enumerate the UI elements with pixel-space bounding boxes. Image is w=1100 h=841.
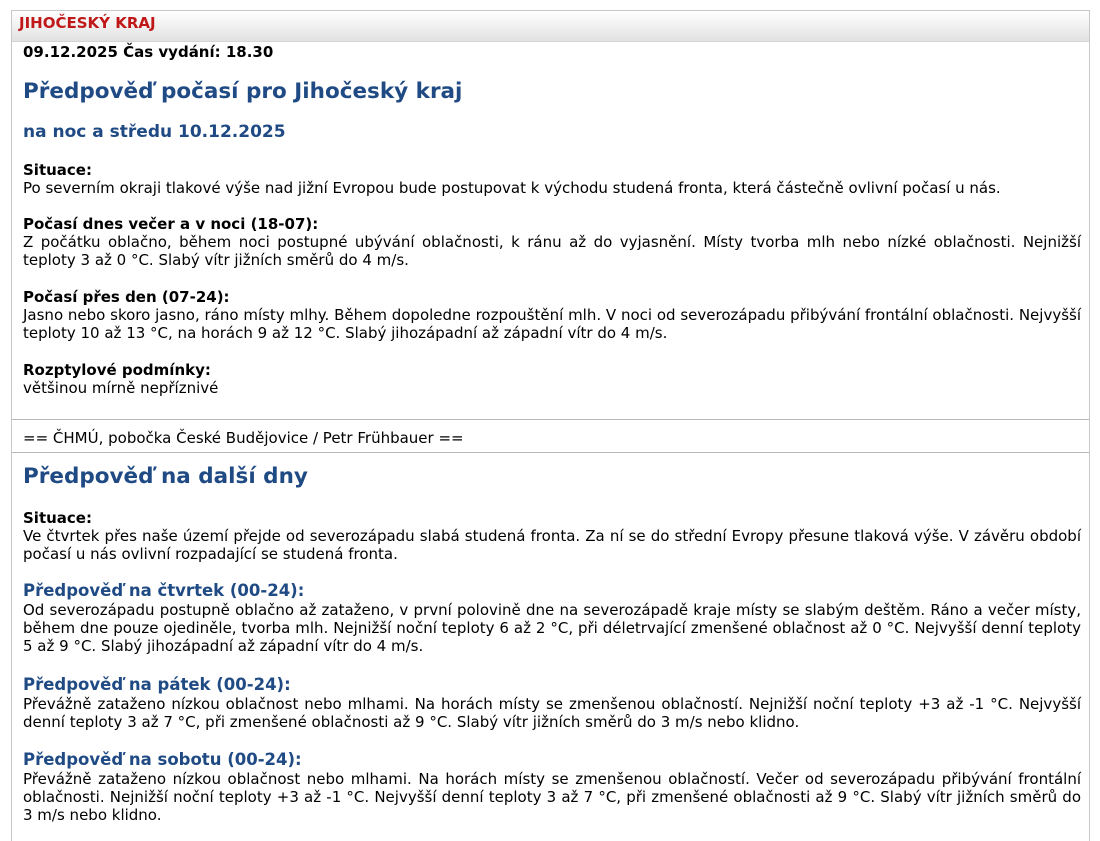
friday-forecast — [23, 675, 1081, 731]
divider — [12, 419, 1089, 420]
next-days-title: Předpověď na další dny — [23, 464, 308, 489]
section-label: Rozptylové podmínky: — [23, 361, 211, 379]
daytime-section — [23, 288, 1081, 342]
divider — [12, 452, 1089, 453]
next-days-situation — [23, 509, 1081, 563]
tonight-section — [23, 215, 1081, 269]
day-label: Předpověď na pátek (00-24): — [23, 675, 291, 694]
forecast-title: Předpověď počasí pro Jihočeský kraj — [23, 79, 463, 104]
day-text: Převážně zataženo nízkou oblačnost nebo mlhami. Na horách místy se zmenšenou oblačností. Večer od severozápadu přibývání frontální oblačnosti. Nejnižší noční teploty +3 až -1 °C. Nejvyšší denní teploty 3 až 7 °C, při zmenšené oblačnosti až 9 °C. Slabý vítr jižních směrů do 3 m/s nebo klidno. — [23, 770, 1081, 824]
day-label: Předpověď na sobotu (00-24): — [23, 750, 302, 769]
forecast-subtitle: na noc a středu 10.12.2025 — [23, 122, 286, 142]
day-label: Předpověď na čtvrtek (00-24): — [23, 581, 305, 600]
signature: == ČHMÚ, pobočka České Budějovice / Petr Frühbauer == — [23, 429, 464, 447]
dispersion-section — [23, 361, 1081, 397]
section-text: Jasno nebo skoro jasno, ráno místy mlhy. Během dopoledne rozpouštění mlh. V noci od severozápadu přibývání frontální oblačnosti. Nejvyšší teploty 10 až 13 °C, na horách 9 až 12 °C. Slabý jihozápadní až západní vítr do 4 m/s. — [23, 306, 1081, 342]
day-text: Od severozápadu postupně oblačno až zataženo, v první polovině dne na severozápadě kraje místy se slabým deštěm. Ráno a večer místy, během dne pouze ojediněle, tvorba mlh. Nejnižší noční teploty 6 až 2 °C, při déletrvající zmenšené oblačnost až 0 °C. Nejvyšší denní teploty 5 až 9 °C. Slabý jihozápadní až západní vítr do 4 m/s. — [23, 601, 1081, 655]
section-text: většinou mírně nepříznivé — [23, 379, 219, 397]
saturday-forecast — [23, 750, 1081, 824]
section-label: Situace: — [23, 509, 92, 527]
region-header-bar — [12, 11, 1089, 42]
section-label: Počasí dnes večer a v noci (18-07): — [23, 215, 319, 233]
issue-date: 09.12.2025 Čas vydání: 18.30 — [23, 43, 274, 61]
thursday-forecast — [23, 581, 1081, 655]
section-text: Ve čtvrtek přes naše území přejde od severozápadu slabá studená fronta. Za ní se do střední Evropy přesune tlaková výše. V závěru období počasí u nás ovlivní rozpadající se studená fronta. — [23, 527, 1081, 563]
section-text: Po severním okraji tlakové výše nad jižní Evropou bude postupovat k východu studená fronta, která částečně ovlivní počasí u nás. — [23, 179, 1001, 197]
section-text: Z počátku oblačno, během noci postupné ubývání oblačnosti, k ránu až do vyjasnění. Místy tvorba mlh nebo nízké oblačnosti. Nejnižší teploty 3 až 0 °C. Slabý vítr jižních směrů do 4 m/s. — [23, 233, 1081, 269]
situation-section — [23, 161, 1081, 197]
section-label: Situace: — [23, 161, 92, 179]
section-label: Počasí přes den (07-24): — [23, 288, 230, 306]
region-title: JIHOČESKÝ KRAJ — [19, 14, 156, 32]
day-text: Převážně zataženo nízkou oblačnost nebo mlhami. Na horách místy se zmenšenou oblačností. Nejnižší noční teploty +3 až -1 °C. Nejvyšší denní teploty 3 až 7 °C, při zmenšené oblačnosti až 9 °C. Slabý vítr jižních směrů do 3 m/s nebo klidno. — [23, 695, 1081, 731]
forecast-panel — [11, 10, 1090, 841]
